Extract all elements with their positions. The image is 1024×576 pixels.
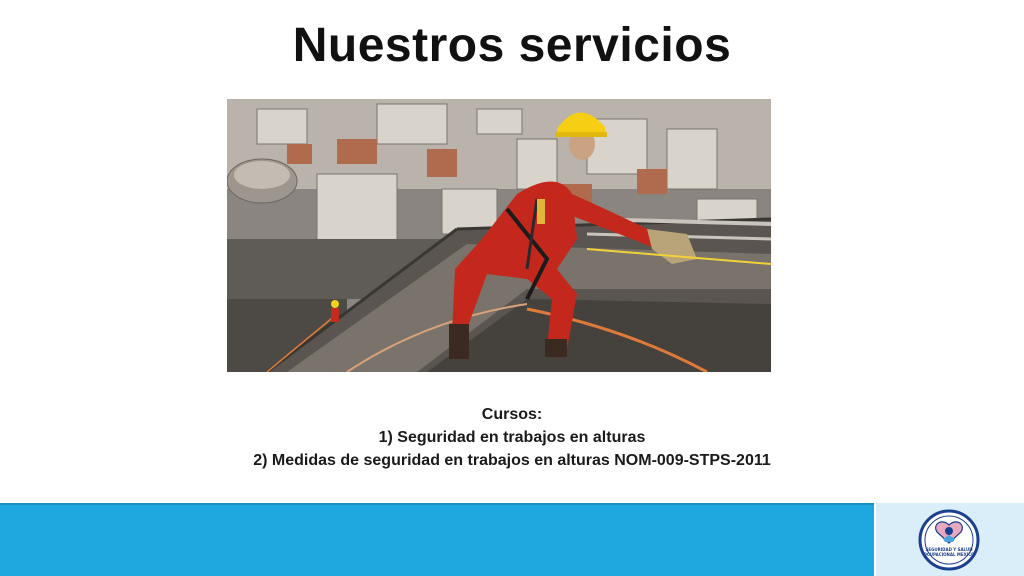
- footer-band: [0, 503, 874, 576]
- courses-block: [0, 403, 1024, 472]
- course-item-1: 1) Seguridad en trabajos en alturas: [378, 429, 646, 446]
- courses-heading: Cursos:: [481, 406, 543, 423]
- logo-text-line1: SEGURIDAD Y SALUD: [925, 547, 973, 552]
- course-item-2: 2) Medidas de seguridad en trabajos en alturas NOM-009-STPS-2011: [253, 452, 771, 469]
- slide-title: Nuestros servicios: [292, 19, 732, 72]
- worker-at-height-photo: [227, 99, 771, 372]
- logo-text-line2: OCUPACIONAL MEXICO: [923, 552, 975, 557]
- company-logo: [918, 509, 980, 571]
